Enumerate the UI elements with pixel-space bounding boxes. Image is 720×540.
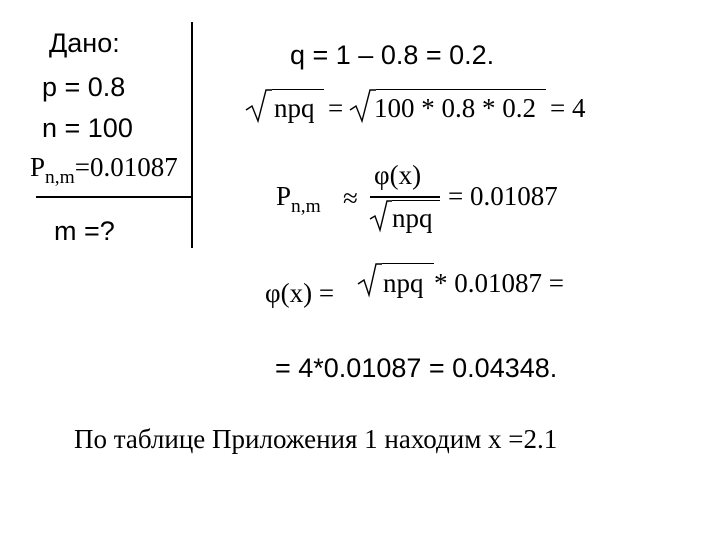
given-pnm xyxy=(30,154,178,187)
sqrt-result: = 4 xyxy=(550,93,586,123)
sqrt-equals: = xyxy=(328,93,344,123)
calc-line: = 4*0.01087 = 0.04348. xyxy=(275,353,558,383)
sqrt-bar-denominator xyxy=(392,200,440,201)
approx-pnm xyxy=(276,183,321,216)
sqrt-value-text: 100 * 0.8 * 0.2 xyxy=(374,93,536,123)
given-n: n = 100 xyxy=(42,113,133,143)
sqrt-npq-text: npq xyxy=(274,93,315,123)
given-divider-horizontal xyxy=(36,196,192,198)
sqrt-symbol-npq xyxy=(246,88,272,124)
fraction-bar xyxy=(370,196,440,198)
given-title: Дано: xyxy=(49,28,120,58)
sqrt-bar-phi xyxy=(382,263,434,264)
sqrt-bar-value xyxy=(376,89,546,90)
approx-pnm-base: P xyxy=(276,181,292,211)
given-pnm-sub: n,m xyxy=(45,166,75,188)
phi-lhs: φ(x) = xyxy=(265,278,335,308)
q-equation: q = 1 – 0.8 = 0.2. xyxy=(290,40,495,70)
given-pnm-value: =0.01087 xyxy=(74,152,178,182)
fraction-numerator: φ(x) xyxy=(374,160,422,190)
approx-pnm-sub: n,m xyxy=(291,195,321,217)
sqrt-symbol-value xyxy=(350,88,376,124)
given-divider-vertical xyxy=(191,22,193,248)
given-unknown: m =? xyxy=(54,216,115,246)
sqrt-symbol-phi xyxy=(358,262,382,298)
fraction-denominator: npq xyxy=(392,203,433,233)
given-pnm-base: P xyxy=(30,152,46,182)
sqrt-symbol-denominator xyxy=(370,199,392,233)
approx-sign: ≈ xyxy=(343,183,358,213)
conclusion-text: По таблице Приложения 1 находим x =2.1 xyxy=(74,424,558,454)
phi-rhs: * 0.01087 = xyxy=(434,268,564,298)
given-p: p = 0.8 xyxy=(42,72,126,102)
sqrt-bar-npq xyxy=(272,89,324,90)
approx-result: = 0.01087 xyxy=(448,181,558,211)
phi-npq: npq xyxy=(383,268,424,298)
